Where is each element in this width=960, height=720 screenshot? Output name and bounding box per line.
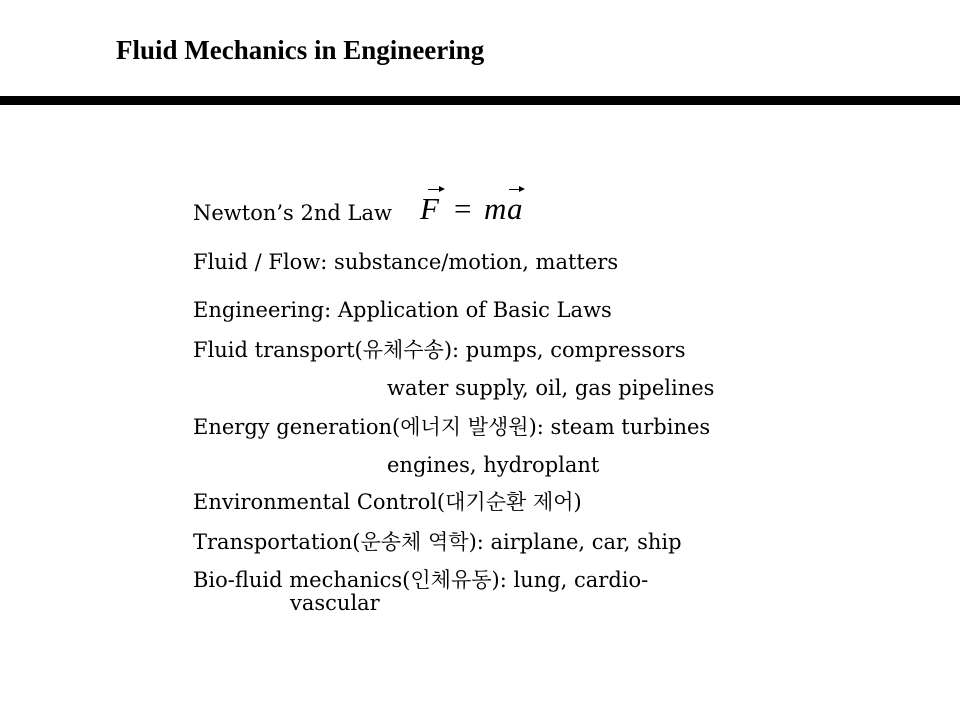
transportation-line: Transportation(운송체 역학): airplane, car, ship — [193, 530, 682, 554]
acceleration-symbol: a — [507, 191, 523, 226]
vector-arrow-icon — [509, 189, 523, 190]
force-symbol: F — [420, 191, 439, 226]
equals-sign: = — [454, 191, 472, 226]
bio-fluid-line: Bio-fluid mechanics(인체유동): lung, cardio- — [193, 568, 649, 592]
vector-arrow-icon — [428, 189, 443, 190]
energy-generation-line: Energy generation(에너지 발생원): steam turbines — [193, 415, 711, 439]
environmental-control-line: Environmental Control(대기순환 제어) — [193, 490, 582, 514]
mass-symbol: m — [484, 191, 507, 226]
slide-title: Fluid Mechanics in Engineering — [116, 35, 485, 65]
fluid-transport-line: Fluid transport(유체수송): pumps, compressors — [193, 338, 686, 362]
title-rule — [0, 96, 960, 105]
energy-generation-continuation: engines, hydroplant — [387, 453, 600, 477]
newton-law-line: Newton’s 2nd Law — [193, 201, 392, 225]
bio-fluid-continuation: vascular — [290, 591, 380, 615]
fluid-flow-line: Fluid / Flow: substance/motion, matters — [193, 250, 619, 274]
fluid-transport-continuation: water supply, oil, gas pipelines — [387, 376, 715, 400]
engineering-line: Engineering: Application of Basic Laws — [193, 298, 612, 322]
newton-formula — [418, 186, 530, 228]
